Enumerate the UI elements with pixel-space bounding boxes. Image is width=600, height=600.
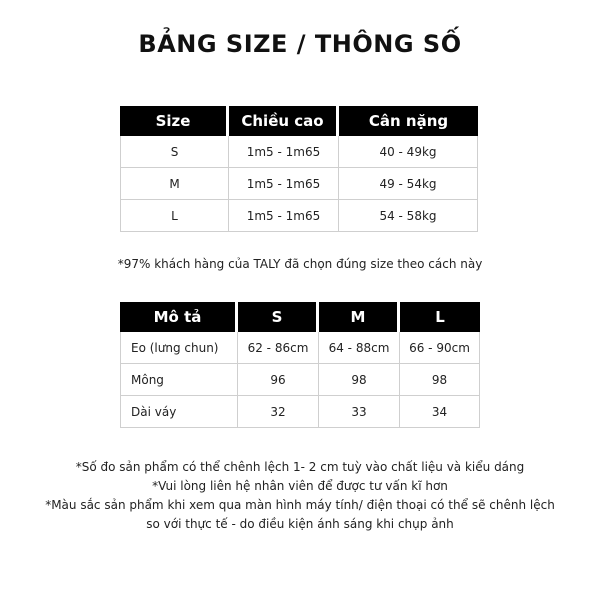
page-title: BẢNG SIZE / THÔNG SỐ — [138, 30, 462, 58]
size-m-column-header: M — [319, 302, 400, 332]
size-cell: M — [120, 168, 229, 200]
size-table — [120, 106, 478, 232]
weight-column-header: Cân nặng — [339, 106, 478, 136]
height-cell: 1m5 - 1m65 — [229, 168, 339, 200]
size-l-cell: 98 — [400, 364, 480, 396]
size-cell: L — [120, 200, 229, 232]
height-cell: 1m5 - 1m65 — [229, 200, 339, 232]
table-row — [120, 200, 478, 232]
description-cell: Dài váy — [120, 396, 238, 428]
description-cell: Eo (lưng chun) — [120, 332, 238, 364]
size-cell: S — [120, 136, 229, 168]
table-row — [120, 364, 480, 396]
size-m-cell: 98 — [319, 364, 400, 396]
size-column-header: Size — [120, 106, 229, 136]
footnote-contact-staff: *Vui lòng liên hệ nhân viên để được tư vấn kĩ hơn — [152, 479, 448, 493]
description-column-header: Mô tả — [120, 302, 238, 332]
footnote-color-difference: *Màu sắc sản phẩm khi xem qua màn hình máy tính/ điện thoại có thể sẽ chênh lệch so với thực tế - do điều kiện ánh sáng khi chụp ảnh — [45, 498, 555, 531]
table-row — [120, 168, 478, 200]
size-s-cell: 62 - 86cm — [238, 332, 319, 364]
size-s-column-header: S — [238, 302, 319, 332]
size-m-cell: 33 — [319, 396, 400, 428]
height-column-header: Chiều cao — [229, 106, 339, 136]
table-row — [120, 396, 480, 428]
size-table-header-row — [120, 106, 478, 136]
size-l-column-header: L — [400, 302, 480, 332]
weight-cell: 49 - 54kg — [339, 168, 478, 200]
footnote-measurement-tolerance: *Số đo sản phẩm có thể chênh lệch 1- 2 cm tuỳ vào chất liệu và kiểu dáng — [75, 460, 525, 474]
height-cell: 1m5 - 1m65 — [229, 136, 339, 168]
weight-cell: 54 - 58kg — [339, 200, 478, 232]
weight-cell: 40 - 49kg — [339, 136, 478, 168]
measurement-table-header-row — [120, 302, 480, 332]
customer-note: *97% khách hàng của TALY đã chọn đúng size theo cách này — [117, 257, 483, 271]
table-row — [120, 332, 480, 364]
measurement-table — [120, 302, 480, 428]
description-cell: Mông — [120, 364, 238, 396]
size-l-cell: 34 — [400, 396, 480, 428]
size-s-cell: 32 — [238, 396, 319, 428]
footnotes — [40, 458, 560, 534]
size-s-cell: 96 — [238, 364, 319, 396]
table-row — [120, 136, 478, 168]
size-l-cell: 66 - 90cm — [400, 332, 480, 364]
size-m-cell: 64 - 88cm — [319, 332, 400, 364]
